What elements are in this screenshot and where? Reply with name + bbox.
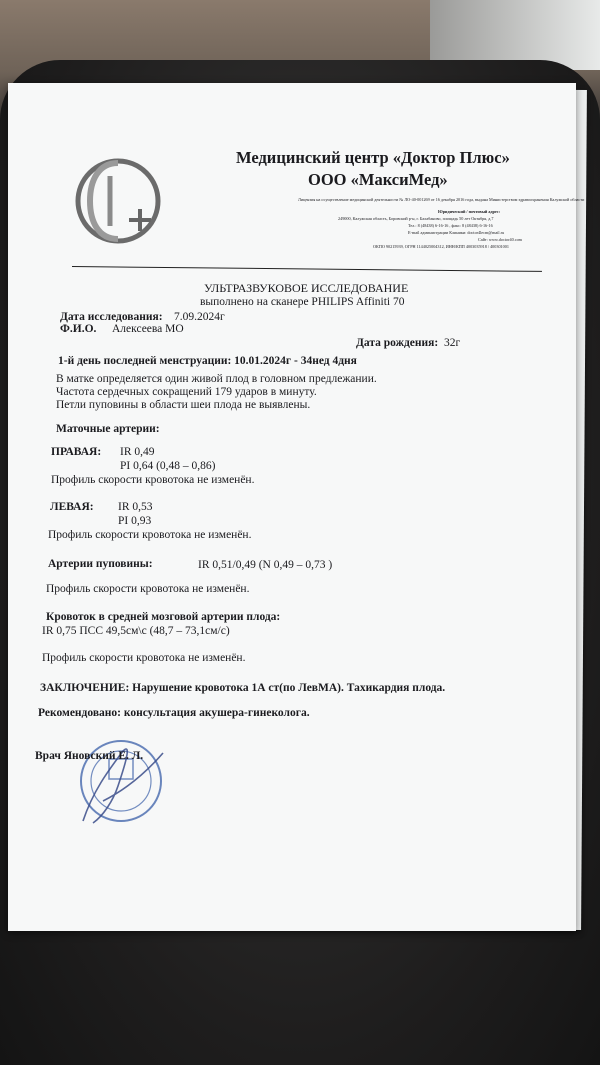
email: E-mail администрации Клиники: doctor4lecm@mail.ru (408, 230, 505, 235)
left-artery-label: ЛЕВАЯ: (50, 501, 94, 513)
right-profile: Профиль скорости кровотока не изменён. (51, 474, 255, 486)
right-ir: IR 0,49 (120, 446, 155, 458)
left-pi: PI 0,93 (118, 515, 152, 527)
doctor-signature-line: Врач Яновский Е. Л. (35, 750, 144, 762)
birth-label: Дата рождения: (356, 337, 439, 349)
finding-line-1: В матке определяется один живой плод в головном предлежании. (56, 373, 377, 385)
address: 249000, Калужская область, Боровский р-н, г. Балабаново, площадь 50 лет Октября, д.7 (338, 216, 494, 221)
exam-date-label: Дата исследования: (60, 311, 163, 323)
birth-value: 32г (444, 337, 461, 349)
left-ir: IR 0,53 (118, 501, 153, 513)
umbilical-values: IR 0,51/0,49 (N 0,49 – 0,73 ) (198, 559, 333, 571)
umbilical-label: Артерии пуповины: (48, 558, 153, 570)
finding-line-3: Петли пуповины в области шеи плода не выявлены. (56, 399, 311, 411)
exam-date: 7.09.2024г (174, 311, 225, 323)
report-title: УЛЬТРАЗВУКОВОЕ ИССЛЕДОВАНИЕ (204, 281, 409, 295)
left-profile: Профиль скорости кровотока не изменён. (48, 529, 252, 541)
report-subtitle: выполнено на сканере PHILIPS Affiniti 70 (200, 296, 405, 308)
right-artery-label: ПРАВАЯ: (51, 446, 102, 458)
patient-name: Алексеева МО (112, 323, 184, 335)
conclusion: ЗАКЛЮЧЕНИЕ: Нарушение кровотока 1А ст(по ЛевМА). Тахикардия плода. (40, 682, 446, 694)
umbilical-profile: Профиль скорости кровотока не изменён. (46, 583, 250, 595)
stamp-signature-icon (63, 731, 173, 841)
lmp-line: 1-й день последней менструации: 10.01.2024г - 34нед 4дня (58, 355, 357, 367)
company-ids: ОКПО 90215939, ОГРН 1144025004312, ИНН/КПП 4003035918 / 400301001 (373, 244, 509, 249)
uterine-heading: Маточные артерии: (56, 423, 160, 435)
recommendation: Рекомендовано: консультация акушера-гинеколога. (38, 707, 310, 719)
org-name: Медицинский центр «Доктор Плюс» (236, 148, 510, 167)
phone: Тел.: 8 (48438) 6-16-16 , факс: 8 (48438) 6-16-16 (408, 223, 493, 228)
fio-label: Ф.И.О. (60, 323, 97, 335)
mca-values: IR 0,75 ПСС 49,5см\с (48,7 – 73,1см/с) (42, 625, 230, 637)
finding-line-2: Частота сердечных сокращений 179 ударов в минуту. (56, 386, 317, 398)
right-pi: PI 0,64 (0,48 – 0,86) (120, 460, 216, 472)
header-divider (72, 266, 542, 272)
license-text: Лицензия на осуществление медицинской деятельности № ЛО-40-001269 от 16 декабря 2016 года, выдана Министерством здравоохранения Калужской области (298, 197, 585, 202)
site: Сайт: www.doctor40.com (478, 237, 522, 242)
clinic-logo-icon (68, 151, 168, 251)
mca-profile: Профиль скорости кровотока не изменён. (42, 652, 246, 664)
legal-address-title: Юридический / почтовый адрес: (438, 209, 501, 214)
mca-heading: Кровоток в средней мозговой артерии плода: (46, 611, 281, 623)
document-page (8, 83, 585, 931)
org-company: ООО «МаксиМед» (308, 170, 448, 189)
